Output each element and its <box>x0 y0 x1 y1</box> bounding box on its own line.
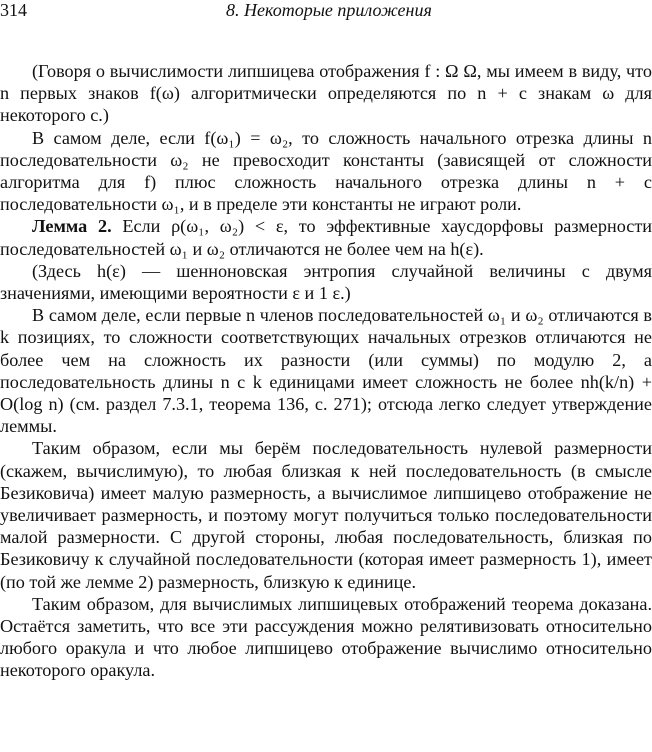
paragraph-entropy-note <box>0 260 652 304</box>
lemma-2 <box>0 215 652 259</box>
lemma-label: Лемма 2. <box>32 216 112 237</box>
paragraph-complexity-argument <box>0 127 652 216</box>
running-title: 8. Некоторые приложения <box>226 0 432 20</box>
paragraph-text: В самом деле, если f(ω₁) = ω₂, то сложность начального отрезка длины n последовательности ω₂ не превосходит константы (зависящей от сложности алгоритма для f) плюс сложность начального отрезка длины n + c последовательности ω₁, и в пределе эти константы не играют роли. <box>0 127 652 215</box>
paragraph-dimension-conclusion <box>0 437 652 592</box>
paragraph-final-remark <box>0 593 652 682</box>
paragraph-lipschitz-computability <box>0 60 652 127</box>
paragraph-lemma-proof <box>0 304 652 437</box>
paragraph-text: (Говоря о вычислимости липшицева отображения f : Ω Ω, мы имеем в виду, что n первых знаков f(ω) алгоритмически определяются по n + c знакам ω для некоторого c.) <box>0 61 652 126</box>
paragraph-text: В самом деле, если первые n членов последовательностей ω₁ и ω₂ отличаются в k позициях, то сложности соответствующих начальных отрезков отличаются не более чем на сложность их разности (или суммы) по модулю 2, а последовательность длины n с k единицами имеет сложность не более nh(k/n) + O(log n) (см. раздел 7.3.1, теорема 136, с. 271); отсюда легко следует утверждение леммы. <box>0 305 652 437</box>
body-text <box>0 60 652 682</box>
lemma-statement: Если ρ(ω₁, ω₂) < ε, то эффективные хаусдорфовы размерности последовательностей ω₁ и ω₂ отличаются не более чем на h(ε). <box>0 216 652 259</box>
paragraph-text: Таким образом, если мы берём последовательность нулевой размерности (скажем, вычислимую), то любая близкая к ней последовательность (в смысле Безиковича) имеет малую размерность, а вычислимое липшицево отображение не увеличивает размерность, и поэтому могут получиться только последовательности малой размерности. С другой стороны, любая последовательность, близкая по Безиковичу к случайной последовательности (которая имеет размерность 1), имеет (по той же лемме 2) размерность, близкую к единице. <box>0 438 652 592</box>
page-number: 314 <box>0 0 27 20</box>
page-header <box>0 0 652 24</box>
paragraph-text: Таким образом, для вычислимых липшицевых отображений теорема доказана. Остаётся заметить, что все эти рассуждения можно релятивизовать относительно любого оракула и что любое липшицево отображение вычислимо относительно некоторого оракула. <box>0 593 652 681</box>
paragraph-text: (Здесь h(ε) — шенноновская энтропия случайной величины с двумя значениями, имеющими вероятности ε и 1 ε.) <box>0 260 652 304</box>
